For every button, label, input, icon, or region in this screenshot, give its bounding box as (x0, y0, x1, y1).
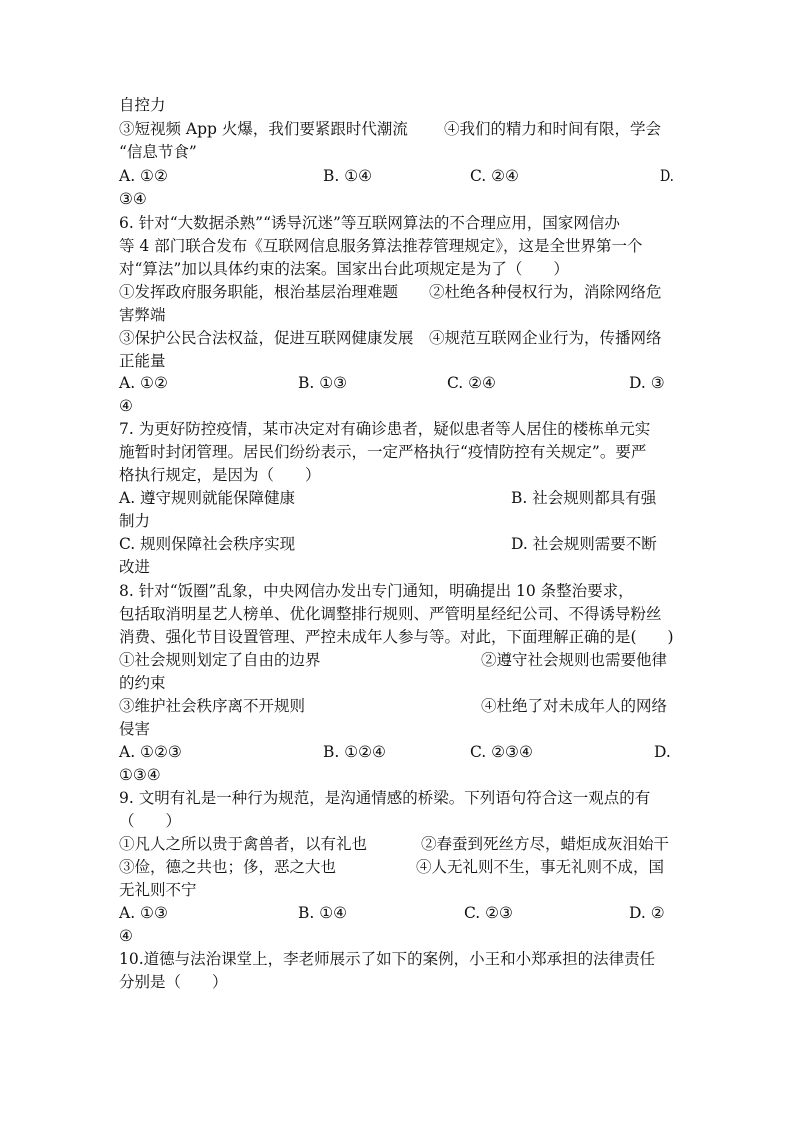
choice-c: C. ②④ (470, 167, 519, 185)
choice-a: A. ①② (119, 374, 168, 392)
text-line: 害弊端 (119, 306, 166, 324)
choice-b: B. 社会规则都具有强 (511, 489, 657, 507)
text-line: ④ (119, 927, 133, 945)
question-6-stem: 6. 针对“大数据杀熟”“诱导沉迷”等互联网算法的不合理应用，国家网信办 (119, 214, 620, 232)
question-8-stem: 消费、强化节目设置管理、严控未成年人参与等。对此，下面理解正确的是( ) (119, 628, 674, 646)
text-line: ③④ (119, 190, 147, 208)
question-8-stem: 8. 针对“饭圈”乱象，中央网信办发出专门通知，明确提出 10 条整治要求， (119, 582, 634, 600)
text-line: 制力 (119, 512, 151, 530)
choice-a: A. ①③ (119, 904, 168, 922)
text-line: 的约束 (119, 674, 166, 692)
choice-c: C. 规则保障社会秩序实现 (119, 535, 296, 553)
choice-a: A. ①② (119, 167, 168, 185)
statement-3: ③维护社会秩序离不开规则 (119, 697, 306, 715)
text-line: “信息节食” (119, 143, 197, 161)
choice-d: D. (660, 167, 674, 185)
choice-a: A. 遵守规则就能保障健康 (119, 489, 296, 507)
choice-b: B. ①④ (323, 167, 373, 185)
choice-a: A. ①②③ (119, 743, 182, 761)
text-line: 侵害 (119, 720, 151, 738)
choice-b: B. ①②④ (323, 743, 386, 761)
choice-d: D. ② (629, 904, 665, 922)
choice-b: B. ①③ (298, 374, 348, 392)
choice-c: C. ②③ (464, 904, 513, 922)
choice-b: B. ①④ (298, 904, 348, 922)
question-10-stem: 分别是（ ） (119, 973, 228, 991)
text-line: 改进 (119, 558, 151, 576)
question-6-statement: ③保护公民合法权益，促进互联网健康发展 ④规范互联网企业行为，传播网络 (119, 329, 662, 347)
choice-c: C. ②④ (447, 374, 496, 392)
statement-3: ③俭，德之共也；侈，恶之大也 (119, 858, 337, 876)
question-7-stem: 格执行规定，是因为（ ） (119, 466, 321, 484)
question-6-stem: 对“算法”加以具体约束的法案。国家出台此项规定是为了（ ） (119, 260, 569, 278)
choice-d: D. ③ (629, 374, 665, 392)
question-6-statement: ①发挥政府服务职能，根治基层治理难题 ②杜绝各种侵权行为，消除网络危 (119, 283, 662, 301)
question-8-stem: 包括取消明星艺人榜单、优化调整排行规则、严管明星经纪公司、不得诱导粉丝 (119, 605, 662, 623)
choice-d: D. 社会规则需要不断 (511, 535, 657, 553)
text-line: ④ (119, 397, 133, 415)
statement-2: ②春蚕到死丝方尽，蜡炬成灰泪始干 (421, 835, 670, 853)
statement-1: ①凡人之所以贵于禽兽者，以有礼也 (119, 835, 368, 853)
question-9-stem: 9. 文明有礼是一种行为规范，是沟通情感的桥梁。下列语句符合这一观点的有 (119, 789, 651, 807)
question-7-stem: 7. 为更好防控疫情，某市决定对有确诊患者，疑似患者等人居住的楼栋单元实 (119, 420, 651, 438)
text-line: 无礼则不宁 (119, 881, 197, 899)
statement-1: ①社会规则划定了自由的边界 (119, 651, 321, 669)
choice-c: C. ②③④ (470, 743, 533, 761)
statement-4: ④杜绝了对未成年人的网络 (481, 697, 668, 715)
choice-d: D. (654, 743, 671, 761)
option-3: ③短视频 App 火爆，我们要紧跟时代潮流 (119, 120, 408, 138)
question-10-stem: 10.道德与法治课堂上，李老师展示了如下的案例，小王和小郑承担的法律责任 (119, 950, 656, 968)
text-line: 正能量 (119, 352, 166, 370)
text-line: ①③④ (119, 766, 161, 784)
option-4: ④我们的精力和时间有限，学会 (444, 120, 662, 138)
question-6-stem: 等 4 部门联合发布《互联网信息服务算法推荐管理规定》，这是全世界第一个 (119, 237, 643, 255)
text-line: 自控力 (119, 96, 166, 114)
statement-2: ②遵守社会规则也需要他律 (481, 651, 668, 669)
question-9-stem: （ ） (119, 812, 182, 830)
question-7-stem: 施暂时封闭管理。居民们纷纷表示，一定严格执行“疫情防控有关规定”。要严 (119, 443, 647, 461)
statement-4: ④人无礼则不生，事无礼则不成，国 (416, 858, 665, 876)
